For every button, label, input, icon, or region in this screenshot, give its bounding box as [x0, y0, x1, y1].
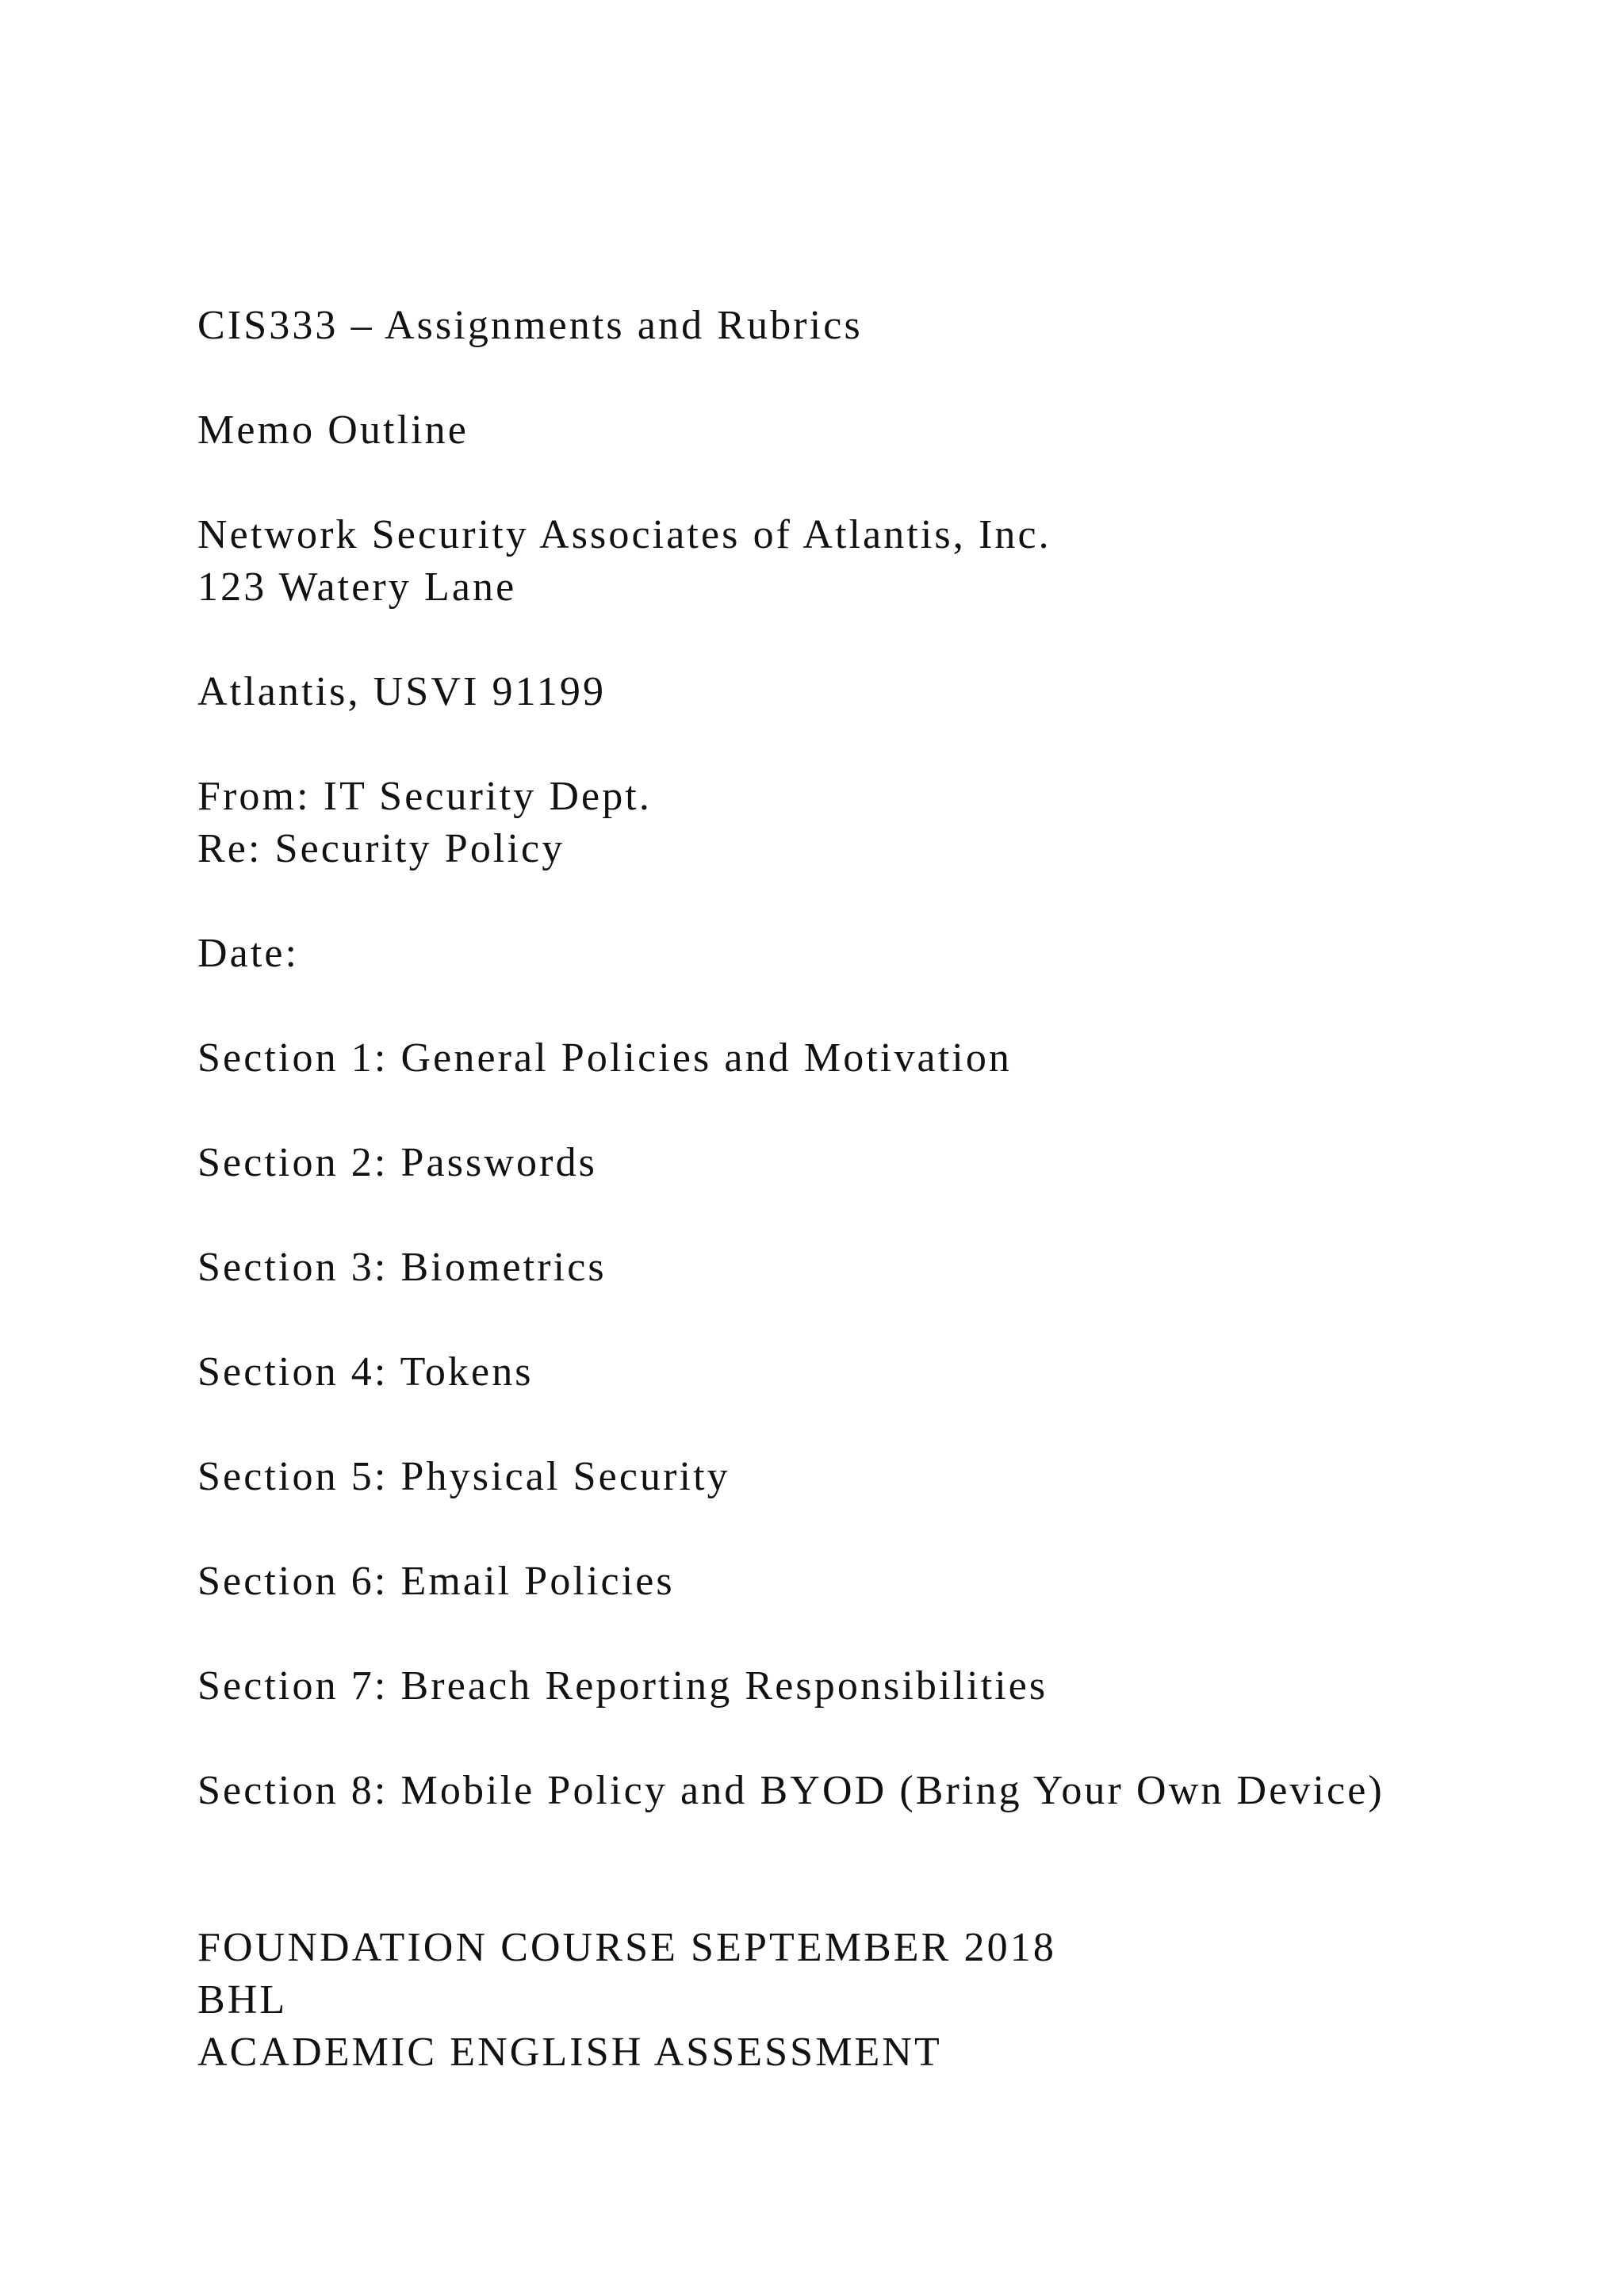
footer-course-line: FOUNDATION COURSE SEPTEMBER 2018	[197, 1925, 1056, 1970]
street-address: 123 Watery Lane	[197, 564, 517, 610]
course-title: CIS333 – Assignments and Rubrics	[197, 303, 863, 348]
memo-from: From: IT Security Dept.	[197, 774, 652, 819]
section-heading-5: Section 5: Physical Security	[197, 1454, 730, 1499]
memo-re: Re: Security Policy	[197, 826, 565, 871]
section-heading-4: Section 4: Tokens	[197, 1349, 534, 1395]
document-type: Memo Outline	[197, 408, 469, 453]
section-heading-7: Section 7: Breach Reporting Responsibilities	[197, 1663, 1048, 1709]
section-heading-1: Section 1: General Policies and Motivation	[197, 1035, 1013, 1081]
city-address: Atlantis, USVI 91199	[197, 669, 607, 714]
company-name: Network Security Associates of Atlantis, Inc.	[197, 512, 1051, 557]
footer-bhl-line: BHL	[197, 1977, 288, 2022]
section-heading-6: Section 6: Email Policies	[197, 1559, 675, 1604]
section-heading-3: Section 3: Biometrics	[197, 1245, 607, 1290]
footer-assessment-line: ACADEMIC ENGLISH ASSESSMENT	[197, 2030, 942, 2075]
section-heading-2: Section 2: Passwords	[197, 1140, 597, 1185]
memo-date: Date:	[197, 931, 300, 976]
section-heading-8: Section 8: Mobile Policy and BYOD (Bring Your Own Device)	[197, 1768, 1385, 1813]
